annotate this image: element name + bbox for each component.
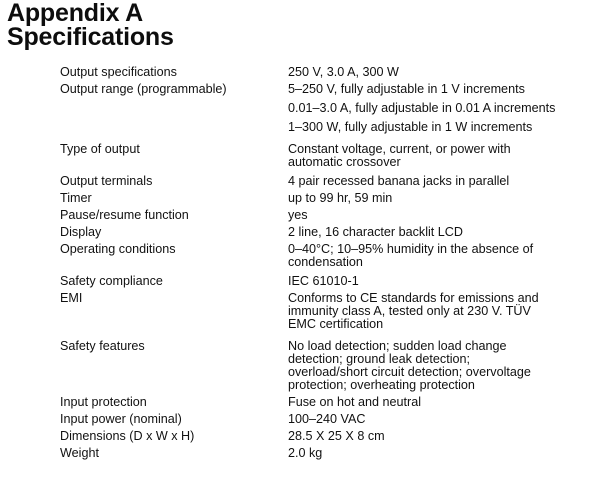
spec-label: EMI: [60, 291, 83, 305]
spec-row-emi: [60, 292, 595, 331]
spec-values: [288, 243, 595, 269]
spec-values: [288, 66, 595, 79]
spec-value: EMC certification: [288, 317, 384, 331]
spec-row-type-of-output: [60, 143, 595, 169]
spec-value: No load detection; sudden load change: [288, 339, 507, 353]
spec-value: 250 V, 3.0 A, 300 W: [288, 65, 399, 79]
spec-row-timer: [60, 192, 595, 205]
spec-label: Type of output: [60, 142, 140, 156]
spec-values: [288, 83, 595, 134]
specifications-table: [60, 66, 595, 460]
spec-label: Output specifications: [60, 65, 177, 79]
specifications-title: Specifications: [7, 23, 174, 51]
spec-label: Display: [60, 225, 102, 239]
page-title: [7, 1, 174, 49]
spec-values: [288, 275, 595, 288]
spec-label: Timer: [60, 191, 92, 205]
spec-value: Constant voltage, current, or power with: [288, 142, 511, 156]
spec-value: Conforms to CE standards for emissions and: [288, 291, 539, 305]
spec-value: IEC 61010-1: [288, 274, 359, 288]
spec-value: 28.5 X 25 X 8 cm: [288, 429, 385, 443]
spec-values: [288, 292, 595, 331]
spec-value: 2.0 kg: [288, 446, 323, 460]
spec-label: Weight: [60, 446, 99, 460]
spec-value: 4 pair recessed banana jacks in parallel: [288, 174, 510, 188]
spec-value: 100–240 VAC: [288, 412, 366, 426]
spec-values: [288, 340, 595, 392]
spec-label: Operating conditions: [60, 242, 176, 256]
spec-value: detection; ground leak detection;: [288, 352, 471, 366]
appendix-title: Appendix A: [7, 0, 143, 27]
spec-label: Output range (programmable): [60, 82, 227, 96]
spec-row-safety-compliance: [60, 275, 595, 288]
spec-row-pause-resume: [60, 209, 595, 222]
spec-row-output-range: [60, 83, 595, 134]
spec-value: 5–250 V, fully adjustable in 1 V increments: [288, 82, 525, 96]
spec-value: overload/short circuit detection; overvoltage: [288, 365, 531, 379]
spec-values: [288, 226, 595, 239]
spec-value: immunity class A, tested only at 230 V. TÜV: [288, 304, 531, 318]
spec-label: Safety compliance: [60, 274, 163, 288]
spec-values: [288, 430, 595, 443]
spec-row-operating-conditions: [60, 243, 595, 269]
spec-value: 1–300 W, fully adjustable in 1 W increments: [288, 120, 533, 134]
spec-label: Input protection: [60, 395, 147, 409]
spec-row-output-specifications: [60, 66, 595, 79]
spec-values: [288, 396, 595, 409]
spec-value: 0–40°C; 10–95% humidity in the absence of: [288, 242, 534, 256]
spec-values: [288, 175, 595, 188]
spec-label: Safety features: [60, 339, 145, 353]
spec-values: [288, 192, 595, 205]
spec-row-input-power: [60, 413, 595, 426]
spec-row-input-protection: [60, 396, 595, 409]
spec-row-weight: [60, 447, 595, 460]
spec-label: Dimensions (D x W x H): [60, 429, 195, 443]
spec-row-dimensions: [60, 430, 595, 443]
spec-value: protection; overheating protection: [288, 378, 475, 392]
spec-value: condensation: [288, 255, 363, 269]
spec-values: [288, 413, 595, 426]
spec-values: [288, 447, 595, 460]
spec-values: [288, 143, 595, 169]
spec-value: automatic crossover: [288, 155, 401, 169]
spec-label: Input power (nominal): [60, 412, 182, 426]
spec-value: 2 line, 16 character backlit LCD: [288, 225, 463, 239]
spec-label: Output terminals: [60, 174, 153, 188]
spec-label: Pause/resume function: [60, 208, 189, 222]
spec-values: [288, 209, 595, 222]
spec-row-safety-features: [60, 340, 595, 392]
spec-row-output-terminals: [60, 175, 595, 188]
spec-value: yes: [288, 208, 308, 222]
spec-row-display: [60, 226, 595, 239]
spec-value: up to 99 hr, 59 min: [288, 191, 393, 205]
spec-value: 0.01–3.0 A, fully adjustable in 0.01 A increments: [288, 101, 556, 115]
spec-value: Fuse on hot and neutral: [288, 395, 422, 409]
